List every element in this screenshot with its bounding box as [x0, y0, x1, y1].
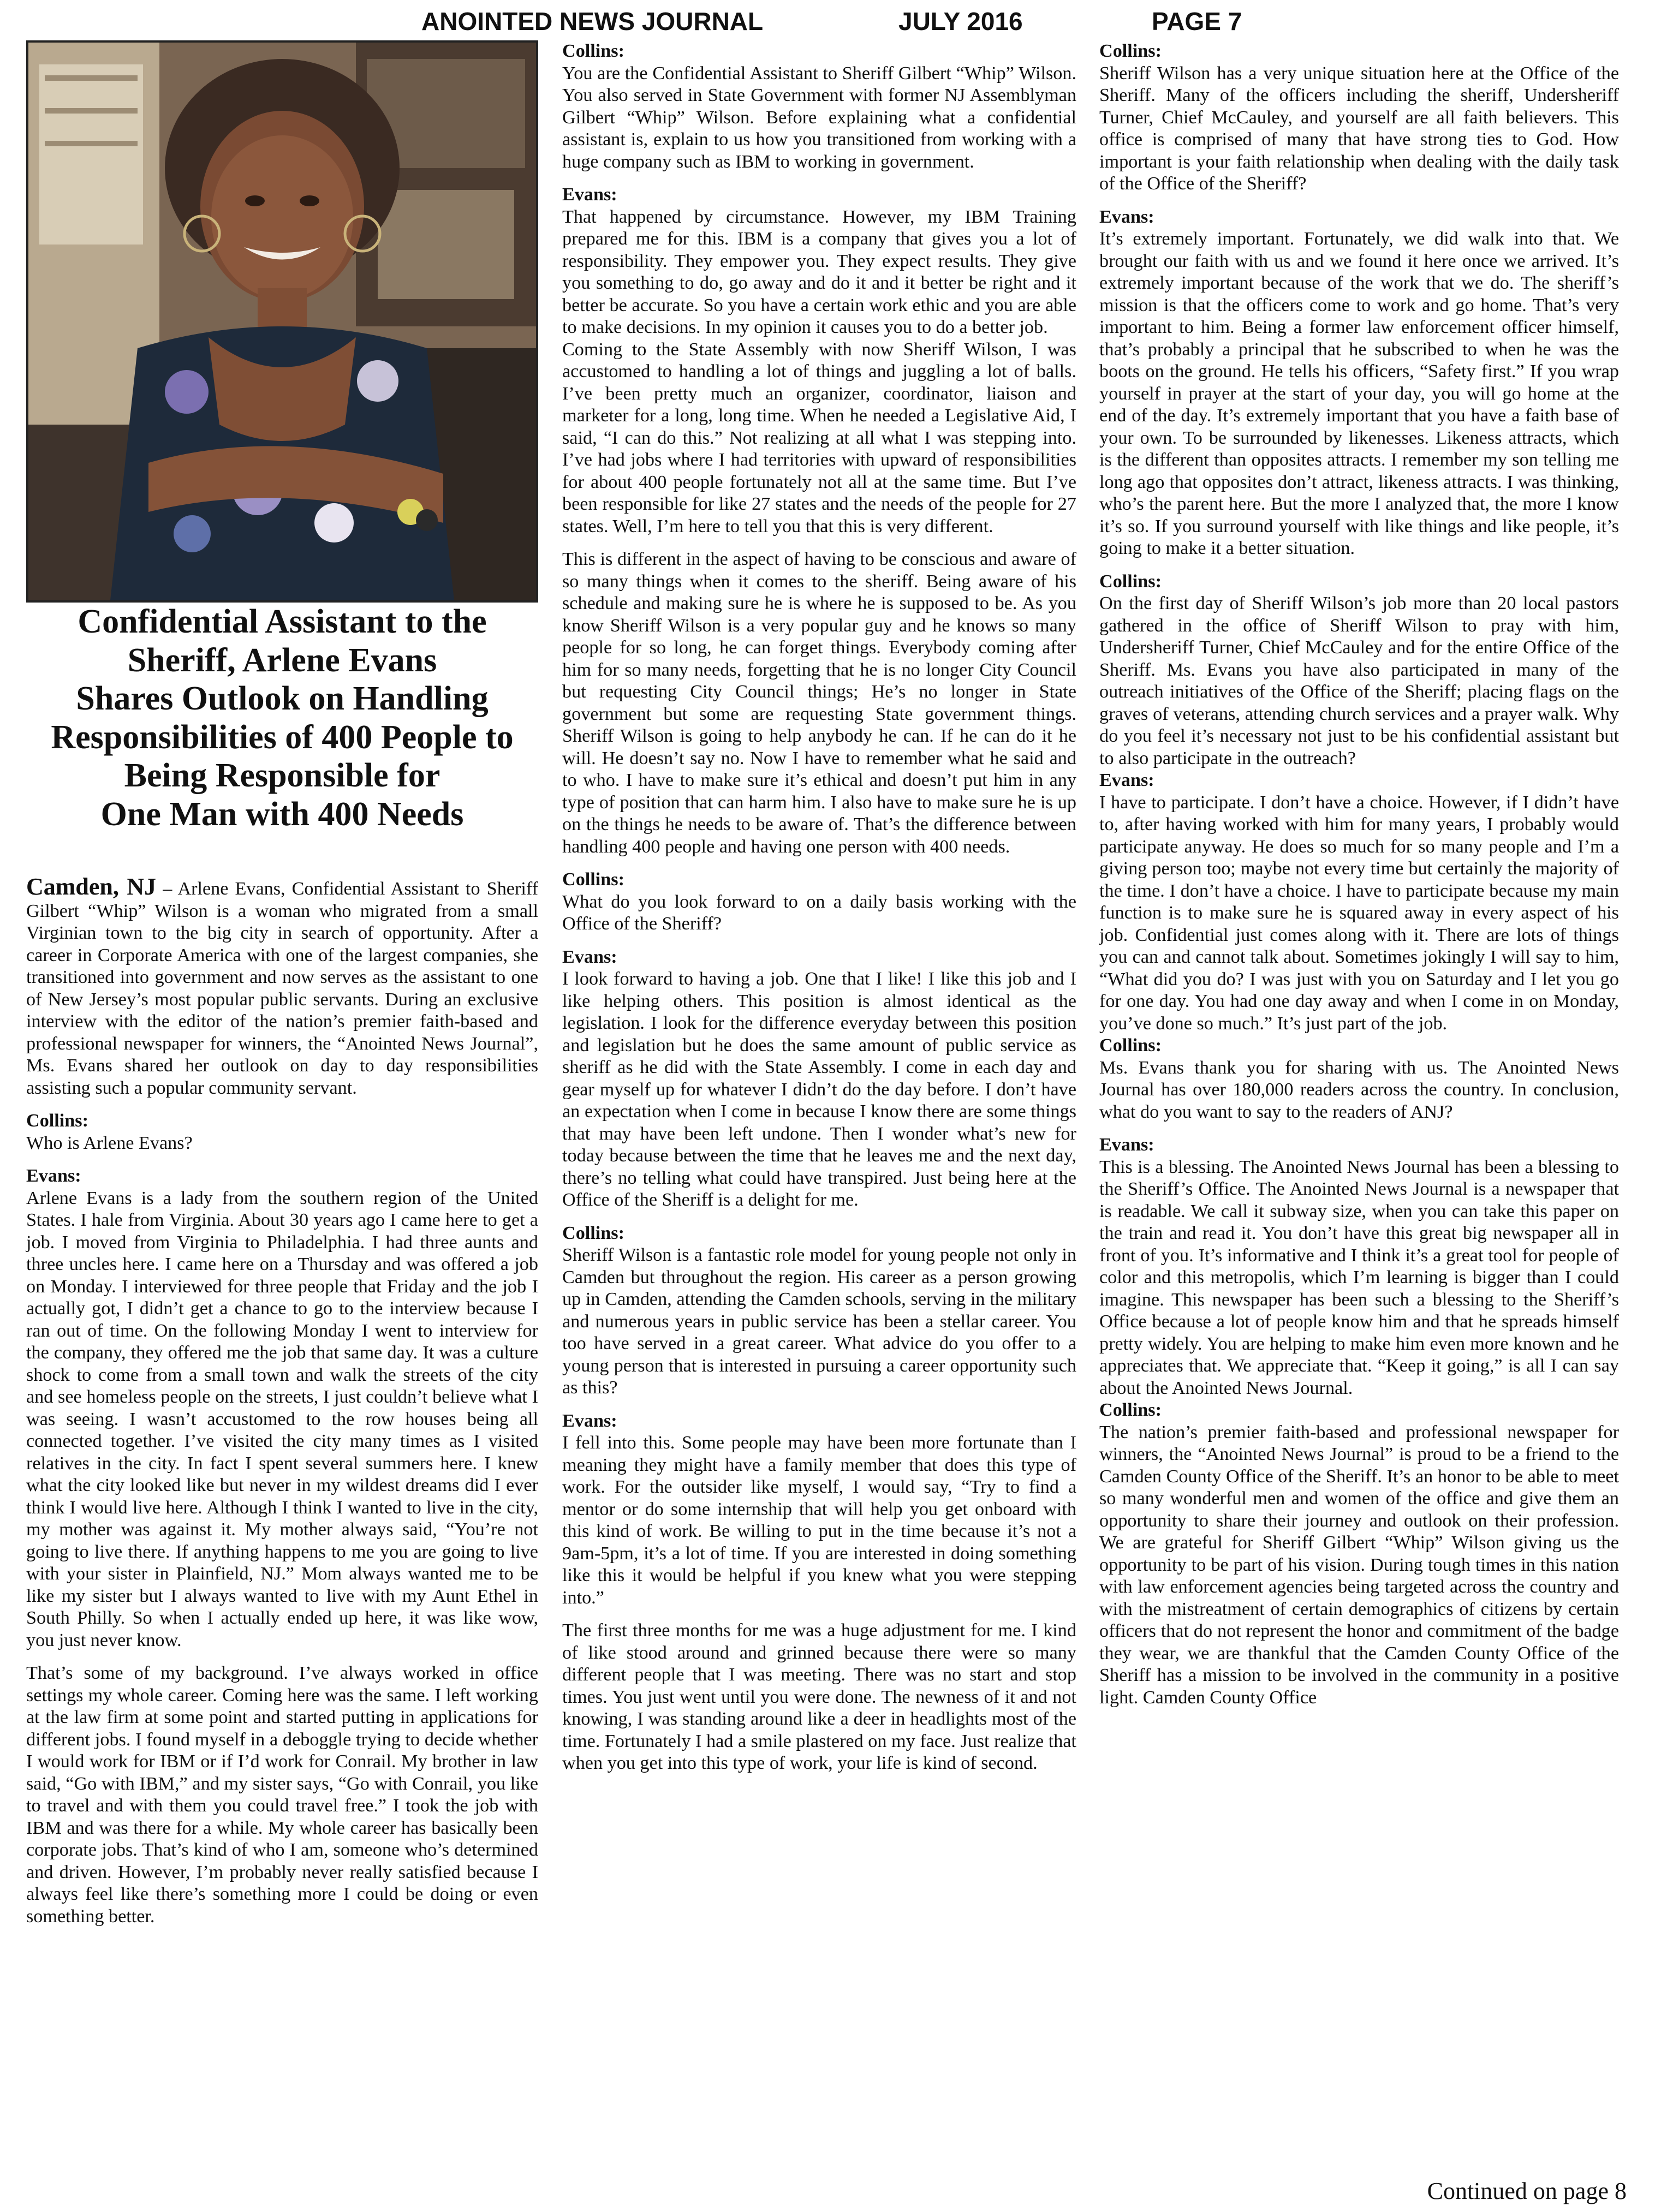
speaker-label: Evans:: [1099, 770, 1154, 790]
article-paragraph: It’s extremely important. Fortunately, we did walk into that. We brought our faith with us and we found it here once we arrived. It’s extremely important because of the work that we do. The sheriff’s mission is that the officers come to work and go home. That’s very important to him. Being a former law enforcement officer himself, that’s probably a principal that he subscribed to when he was the boots on the ground. He tells his officers, “Safety first.” If you wrap yourself in prayer at the start of your day, you will go home at the end of the day. It’s extremely important that you have a faith base of your own. To be surrounded by likenesses. Likeness attracts, which is the different than opposites attracts. I remember my son telling me long ago that opposites don’t attract, likeness attracts. I was thinking, who’s the parent here. But the more I analyzed that, the more I know it’s so. If you surround yourself with like things and like people, it’s going to make it a better situation.: [1099, 229, 1619, 558]
article-column-3: [1099, 40, 1619, 1709]
speaker-label: Collins:: [1099, 41, 1162, 61]
speaker-label: Evans:: [1099, 1135, 1154, 1155]
masthead: [0, 3, 1667, 39]
article-paragraph: What do you look forward to on a daily basis working with the Office of the Sheriff?: [562, 891, 1076, 934]
speaker-label: Collins:: [562, 869, 624, 890]
speaker-label: Collins:: [1099, 1035, 1162, 1056]
article-paragraph: [26, 873, 538, 1099]
article-paragraph: Arlene Evans is a lady from the southern region of the United States. I hale from Virginia. About 30 years ago I came here to get a job. I moved from Virginia to Philadelphia. I had three aunts and three uncles here. I came here on a Thursday and was offered a job on Monday. I interviewed for three people that Friday and the job I actually got, I didn’t get a chance to go to the interview because I ran out of time. On the following Monday I went to interview for the company, they offered me the job that same day. It was a culture shock to come from a small town and walk the streets of the city and see homeless people on the streets, I just couldn’t believe what I was seeing. I wasn’t accustomed to the row houses being all connected together. I’ve visited the city many times as I visited relatives in the city. In fact I spent several summers here. I knew what the city looked like but never in my wildest dreams did I ever think I would live here. Although I think I wanted to live in the city, my mother was against it. My mother always said, “You’re not going to live there. If anything happens to me you are going to live with your sister in Plainfield, NJ.” Mom always wanted me to be like my sister but I always wanted to live with my Aunt Ethel in South Philly. So when I actually ended up here, it was like wow, you just never know.: [26, 1188, 538, 1650]
speaker-label: Collins:: [1099, 1400, 1162, 1420]
headline-line: Responsibilities of 400 People to: [51, 718, 514, 756]
portrait-illustration: [28, 43, 536, 600]
article-paragraph: That’s some of my background. I’ve always worked in office settings my whole career. Coming here was the same. I left working at the law firm at some point and started putting in applications for different jobs. I found myself in a deboggle trying to decide whether I would work for IBM or if I’d work for Conrail. My brother in law said, “Go with IBM,” and my sister says, “Go with Conrail, you like to travel and with them you could travel free.” I took the job with IBM and was there for a while. My whole career has basically been corporate jobs. That’s kind of who I am, someone who’s determined and driven. However, I’m probably never really satisfied because I always feel like there’s something more I could be doing or even something better.: [26, 1663, 538, 1927]
headline-line: Being Responsible for: [124, 757, 440, 794]
article-paragraph: This is a blessing. The Anointed News Journal has been a blessing to the Sheriff’s Office. The Anointed News Journal is a newspaper that is readable. We call it subway size, when you can take this paper on the train and read it. You don’t have this great big newspaper all in front of you. It’s informative and I think it’s a great tool for people of color and this metropolis, which I’m learning is bigger than I could imagine. This newspaper has been such a blessing to the Sheriff’s Office because a lot of people know him and that he spreads himself pretty widely. You are helping to make him even more known and he appreciates that. We appreciate that. “Keep it going,” is all I can say about the Anointed News Journal.: [1099, 1156, 1619, 1398]
speaker-label: Evans:: [1099, 206, 1154, 227]
speaker-label: Evans:: [562, 184, 617, 205]
portrait-photo: [26, 40, 538, 603]
article-column-1: [26, 873, 538, 1928]
speaker-label: Collins:: [26, 1111, 88, 1131]
article-paragraph: I have to participate. I don’t have a choice. However, if I didn’t have to, after having worked with him for many years, I probably would participate anyway. He does so much for so many people and I’m a giving person too; maybe not every time but certainly the majority of the time. I don’t have a choice. I have to participate because my main function is to make sure he is squared away in every aspect of his job. Confidential just comes along with it. There are lots of things you can and cannot talk about. Sometimes jokingly I will say to him, “What did you do? I was just with you on Saturday and I let you go for one day. You had one day away and when I come in on Monday, you’ve done so much.” It’s just part of the job.: [1099, 792, 1619, 1034]
issue-date: JULY 2016: [898, 7, 1023, 35]
article-paragraph: Coming to the State Assembly with now Sheriff Wilson, I was accustomed to handling a lot of things and juggling a lot of balls. I’ve been pretty much an organizer, coordinator, liaison and marketer for a long, long time. When he needed a Legislative Aid, I said, “I can do this.” Not realizing at all what I was stepping into. I’ve had jobs where I had territories with upward of responsibilities for about 400 people fortunately not all at the same time. But I’ve been responsible for like 27 states and the needs of the people for 27 states. Well, I’m here to tell you that this is very different.: [562, 339, 1076, 536]
paragraph-text: – Arlene Evans, Confidential Assistant to Sheriff Gilbert “Whip” Wilson is a woman who migrated from a small Virginian town to the big city in search of opportunity. After a career in Corporate America with one of the largest companies, she transitioned into government and now serves as the assistant to one of New Jersey’s most popular public servants. During an exclusive interview with the editor of the nation’s premier faith-based and professional newspaper for winners, the “Anointed News Journal”, Ms. Evans shared her outlook on day to day responsibilities assisting such a popular community servant.: [26, 879, 538, 1098]
headline-text: [26, 603, 538, 833]
page-number: PAGE 7: [1152, 7, 1242, 35]
article-paragraph: This is different in the aspect of having to be conscious and aware of so many things when it comes to the sheriff. Being aware of his schedule and making sure he is where he is supposed to be. As you know Sheriff Wilson is a very popular guy and he knows so many people for so long, he can forget things. Everybody coming after him for so many needs, forgetting that he is no longer City Council but requesting City Council things; He’s no longer in State government but some are requesting State government things. Sheriff Wilson is going to help anybody he can. If he can do it he will. He doesn’t say no. Now I have to remember what he said and to who. I have to make sure it’s ethical and doesn’t put him in any type of position that can harm him. I also have to make sure he is up on the things he needs to be aware of. That’s the difference between handling 400 people and having one person with 400 needs.: [562, 549, 1076, 857]
article-column-2: [562, 40, 1076, 1775]
headline-line: One Man with 400 Needs: [100, 795, 464, 833]
article-paragraph: The first three months for me was a huge adjustment for me. I kind of like stood around and grinned because there were so many different people that I was meeting. There was no start and stop times. You just went until you were done. The newness of it and not knowing, I was standing around like a deer in headlights most of the time. Fortunately I had a smile plastered on my face. Just realize that when you get into this type of work, your life is kind of second.: [562, 1620, 1076, 1773]
article-paragraph: The nation’s premier faith-based and professional newspaper for winners, the “Anointed News Journal” is proud to be a friend to the Camden County Office of the Sheriff. It’s an honor to be able to meet so many wonderful men and women of the office and give them an opportunity to share their journey and outlook on their profession. We are grateful for Sheriff Gilbert “Whip” Wilson giving us the opportunity to be part of his vision. During tough times in this nation with law enforcement agencies being targeted across the country and with the mistreatment of certain demographics of citizens by certain officers that do not represent the honor and commitment of the badge they wear, we are thankful that the Camden County Office of the Sheriff has a mission to be involved in the community in a positive light. Camden County Office: [1099, 1422, 1619, 1708]
paper-name: ANOINTED NEWS JOURNAL: [421, 7, 764, 35]
headline-line: Shares Outlook on Handling: [76, 680, 489, 717]
article-paragraph: Ms. Evans thank you for sharing with us. The Anointed News Journal has over 180,000 readers across the country. In conclusion, what do you want to say to the readers of ANJ?: [1099, 1057, 1619, 1122]
article-paragraph: On the first day of Sheriff Wilson’s job more than 20 local pastors gathered in the office of Sheriff Wilson to pray with him, Undersheriff Turner, Chief McCauley and for the entire Office of the Sheriff. Ms. Evans you have also participated in many of the outreach initiatives of the Office of the Sheriff; placing flags on the graves of veterans, attending church services and a prayer walk. Why do you feel it’s necessary not just to be his confidential assistant but to also participate in the outreach?: [1099, 593, 1619, 768]
article-paragraph: I look forward to having a job. One that I like! I like this job and I like helping others. This position is almost identical as the legislation. I look for the difference everyday between this position and legislation but he does the same amount of public service as sheriff as he did with the State Assembly. I come in each day and gear myself up for whatever I didn’t do the day before. I don’t have an expectation when I come in because I know there are some things that may have been left undone. Then I wonder what’s new for today because between the time that he leaves me and the next day, there’s no telling what could have transpired. Just being here at the Office of the Sheriff is a delight for me.: [562, 969, 1076, 1210]
article-paragraph: Sheriff Wilson has a very unique situation here at the Office of the Sheriff. Many of the officers including the sheriff, Undersheriff Turner, Chief McCauley, and yourself are all faith believers. This office is comprised of many that have strong ties to God. How important is your faith relationship when dealing with the daily task of the Office of the Sheriff?: [1099, 63, 1619, 194]
speaker-label: Evans:: [562, 1410, 617, 1431]
speaker-label: Collins:: [562, 1223, 624, 1243]
article-paragraph: That happened by circumstance. However, my IBM Training prepared me for this. IBM is a company that gives you a lot of responsibility. They empower you. They expect results. They give you something to do, go away and do it and it better be right and it better be accurate. So you have a certain work ethic and you are able to make decisions. In my opinion it causes you to do a better job.: [562, 206, 1076, 337]
article-paragraph: Sheriff Wilson is a fantastic role model for young people not only in Camden but throughout the region. His career as a person growing up in Camden, attending the Camden schools, serving in the military and numerous years in public service has been a stellar career. You too have served in a great career. What advice do you offer to a young person that is interested in pursuing a career opportunity such as this?: [562, 1245, 1076, 1398]
continued-note: Continued on page 8: [1427, 2178, 1627, 2204]
speaker-label: Collins:: [562, 41, 624, 61]
article-paragraph: Who is Arlene Evans?: [26, 1132, 193, 1153]
speaker-label: Evans:: [26, 1166, 81, 1186]
headline-line: Sheriff, Arlene Evans: [127, 641, 437, 679]
headline-line: Confidential Assistant to the: [78, 603, 487, 640]
article-paragraph: You are the Confidential Assistant to Sheriff Gilbert “Whip” Wilson. You also served in State Government with former NJ Assemblyman Gilbert “Whip” Wilson. Before explaining what a confidential assistant is, explain to us how you transitioned from working with a huge company such as IBM to working in government.: [562, 63, 1076, 172]
article-paragraph: I fell into this. Some people may have been more fortunate than I meaning they might have a family member that does this type of work. For the outsider like myself, I would say, “Try to find a mentor or do some internship that will help you get onboard with this kind of work. Be willing to put in the time because it’s not a 9am-5pm, it’s a lot of time. If you are interested in doing something like this it would be helpful if you knew what you were stepping into.”: [562, 1433, 1076, 1608]
speaker-label: Evans:: [562, 946, 617, 967]
dateline: Camden, NJ: [26, 873, 157, 900]
speaker-label: Collins:: [1099, 571, 1162, 592]
